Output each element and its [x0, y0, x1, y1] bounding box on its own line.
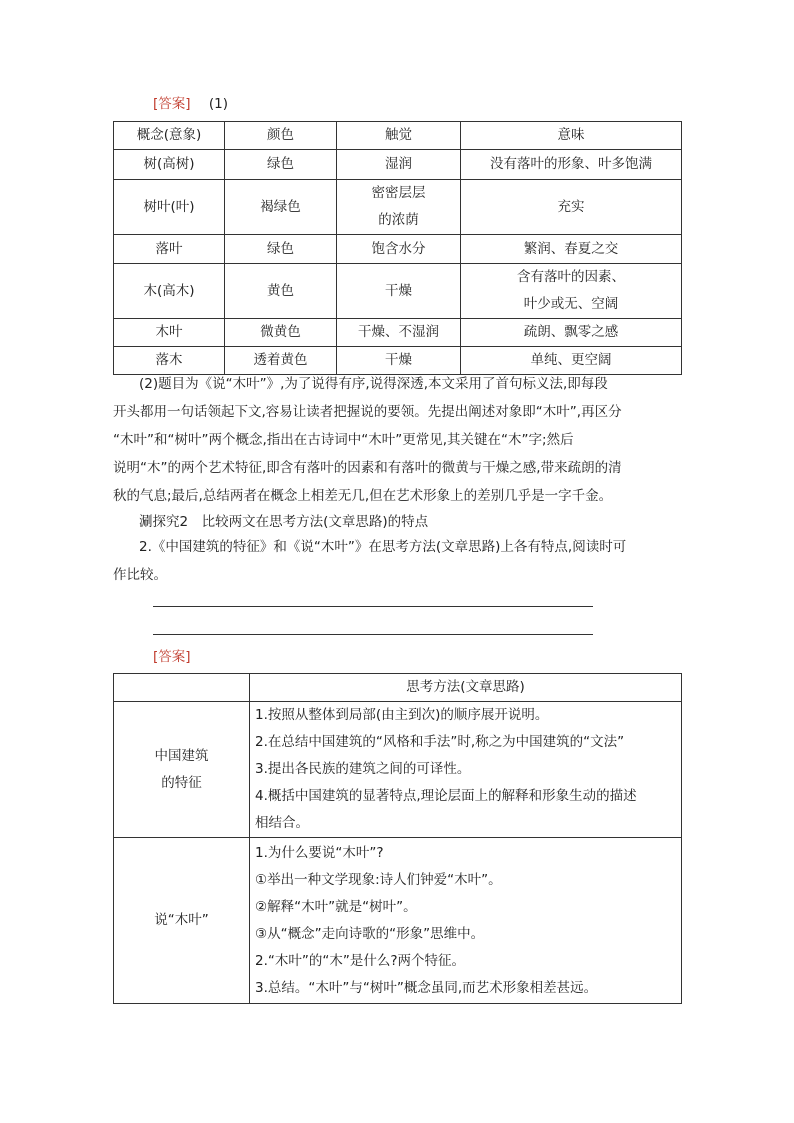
paragraph-line: 开头都用一句话领起下文,容易让读者把握说的要领。先提出阐述对象即“木叶”,再区分 [113, 404, 622, 420]
list-item: ①举出一种文学现象:诗人们钟爱“木叶”。 [255, 871, 502, 888]
paragraph-line: 秋的气息;最后,总结两者在概念上相差无几,但在艺术形象上的差别几乎是一字千金。 [113, 488, 613, 504]
list-item: 2.“木叶”的“木”是什么?两个特征。 [255, 952, 466, 969]
answer-tag: [答案] [153, 96, 191, 112]
paragraph-line: “木叶”和“树叶”两个概念,指出在古诗词中“木叶”更常见,其关键在“木”字;然后 [113, 432, 574, 448]
header-concept: 概念(意象) [114, 122, 225, 150]
table-row [114, 838, 682, 1004]
table-row [114, 702, 682, 838]
list-item: 2.在总结中国建筑的“风格和手法”时,称之为中国建筑的“文法” [255, 734, 625, 750]
header-thinking-method: 思考方法(文章思路) [250, 674, 682, 702]
cell-concept: 落木 [114, 347, 225, 375]
analysis-paragraph [113, 370, 681, 510]
cell-touch: 湿润 [337, 150, 461, 180]
cell-concept: 木叶 [114, 319, 225, 347]
cell-touch: 干燥 [337, 347, 461, 375]
table-row [114, 264, 682, 319]
answer-number: (1) [208, 96, 228, 112]
cell-color: 黄色 [225, 264, 337, 319]
table-row [114, 150, 682, 180]
table-header-row [114, 674, 682, 702]
cell-meaning: 没有落叶的形象、叶多饱满 [461, 150, 682, 180]
cell-concept: 落叶 [114, 235, 225, 264]
list-item: 3.总结。“木叶”与“树叶”概念虽同,而艺术形象相差甚远。 [255, 979, 598, 996]
row-label-line: 中国建筑 [154, 747, 209, 764]
cell-concept: 树(高树) [114, 150, 225, 180]
row-label-chinese-architecture [114, 702, 250, 838]
cell-meaning: 疏朗、飘零之感 [461, 319, 682, 347]
cell-meaning-line: 含有落叶的因素、 [517, 269, 625, 285]
header-meaning: 意味 [461, 122, 682, 150]
answer-1-label [153, 94, 228, 114]
cell-touch: 饱含水分 [337, 235, 461, 264]
row-content [250, 838, 682, 1004]
cell-color: 褐绿色 [225, 180, 337, 235]
cell-meaning-line: 叶少或无、空阔 [523, 296, 619, 312]
cell-touch: 干燥 [337, 264, 461, 319]
list-item: 4.概括中国建筑的显著特点,理论层面上的解释和形象生动的描述 [255, 788, 637, 804]
cell-concept: 木(高木) [114, 264, 225, 319]
list-item: 1.为什么要说“木叶”? [255, 844, 384, 861]
cell-color: 绿色 [225, 235, 337, 264]
cell-color: 透着黄色 [225, 347, 337, 375]
answer-tag: [答案] [153, 649, 191, 665]
cell-meaning: 繁润、春夏之交 [461, 235, 682, 264]
question-line: 2.《中国建筑的特征》和《说“木叶”》在思考方法(文章思路)上各有特点,阅读时可 [139, 539, 627, 555]
cell-meaning: 单纯、更空阔 [461, 347, 682, 375]
list-item: ③从“概念”走向诗歌的“形象”思维中。 [255, 925, 485, 942]
row-label-shuo-muye: 说“木叶” [114, 838, 250, 1004]
cell-meaning: 充实 [461, 180, 682, 235]
cell-color: 微黄色 [225, 319, 337, 347]
cell-touch-line: 的浓荫 [378, 212, 419, 228]
explore-heading: 涮探究2 比较两文在思考方法(文章思路)的特点 [139, 514, 429, 530]
paragraph-line: 说明“木”的两个艺术特征,即含有落叶的因素和有落叶的微黄与干燥之感,带来疏朗的清 [113, 460, 622, 476]
table-row [114, 235, 682, 264]
paragraph-line: (2)题目为《说“木叶”》,为了说得有序,说得深透,本文采用了首句标义法,即每段 [139, 376, 608, 392]
cell-color: 绿色 [225, 150, 337, 180]
cell-touch-line: 密密层层 [371, 185, 426, 201]
row-content [250, 702, 682, 838]
list-item: ②解释“木叶”就是“树叶”。 [255, 898, 417, 915]
header-touch: 触觉 [337, 122, 461, 150]
list-item: 相结合。 [255, 815, 309, 831]
table-row [114, 319, 682, 347]
row-label-line: 的特征 [161, 774, 202, 791]
question-line: 作比较。 [113, 567, 167, 583]
cell-meaning [461, 264, 682, 319]
list-item: 1.按照从整体到局部(由主到次)的顺序展开说明。 [255, 707, 549, 723]
cell-touch: 干燥、不湿润 [337, 319, 461, 347]
answer-blank-line[interactable] [153, 606, 593, 607]
table-row [114, 180, 682, 235]
empty-header-cell [114, 674, 250, 702]
header-color: 颜色 [225, 122, 337, 150]
cell-touch [337, 180, 461, 235]
cell-concept: 树叶(叶) [114, 180, 225, 235]
list-item: 3.提出各民族的建筑之间的可译性。 [255, 761, 471, 777]
question-2 [113, 533, 681, 589]
table-header-row [114, 122, 682, 150]
concept-comparison-table [113, 121, 682, 375]
thinking-method-table [113, 673, 682, 1004]
answer-blank-line[interactable] [153, 634, 593, 635]
